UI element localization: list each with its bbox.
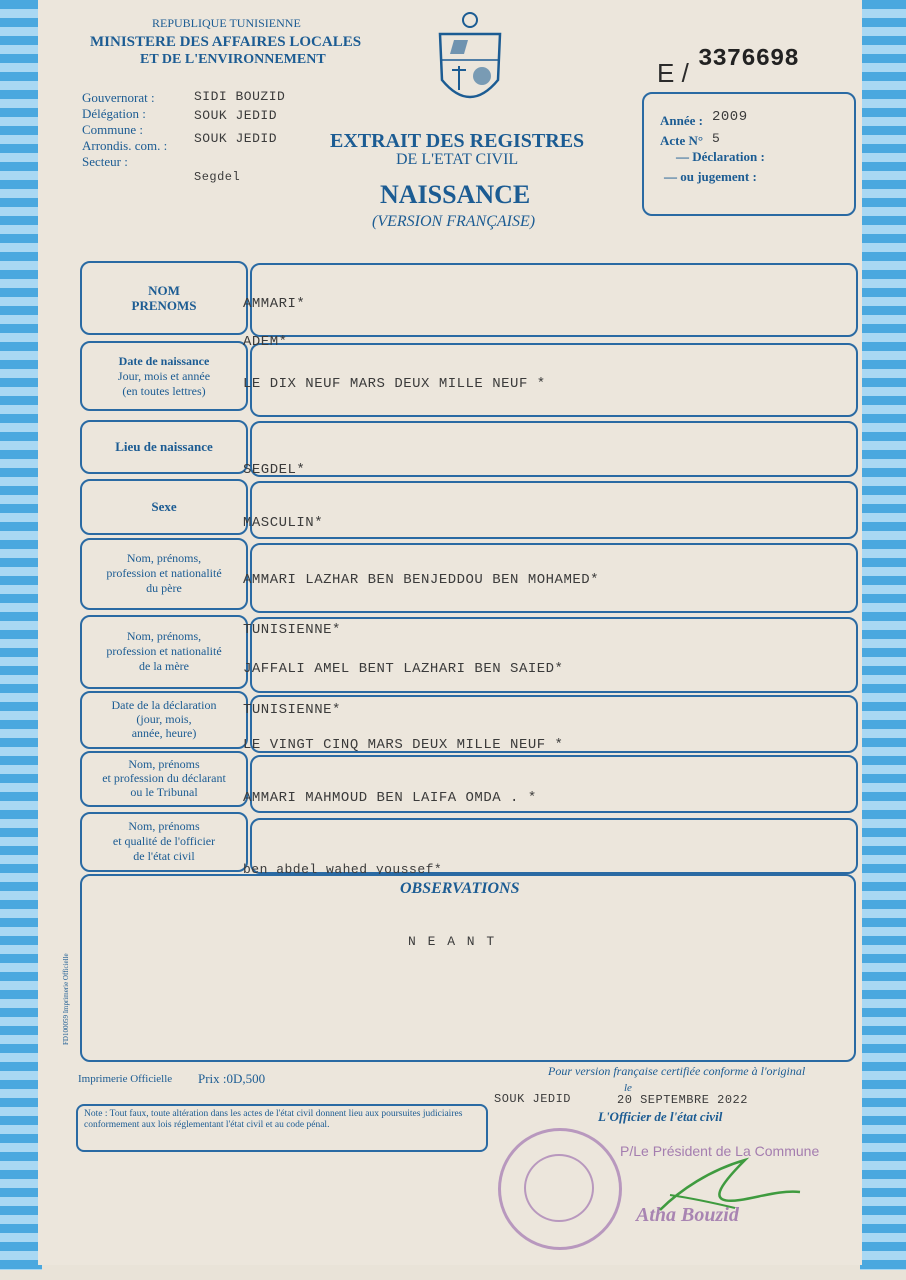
delegation-value: SOUK JEDID — [194, 108, 278, 123]
gouvernorat-value: SIDI BOUZID — [194, 89, 286, 104]
officier-label-3: de l'état civil — [133, 848, 195, 863]
officier-value: ben abdel wahed youssef* — [243, 862, 443, 877]
title-line1: EXTRAIT DES REGISTRES — [330, 130, 585, 152]
certification-text: Pour version française certifiée conforme à l'original — [548, 1064, 806, 1078]
guilloche-border-right — [860, 0, 906, 1270]
pere-value: AMMARI LAZHAR BEN BENJEDDOU BEN MOHAMED* — [243, 572, 600, 588]
lieu-value: SEGDEL* — [243, 462, 306, 478]
signature-icon — [650, 1150, 810, 1230]
declarant-label-2: et profession du déclarant — [102, 771, 226, 785]
nom-label: NOM — [148, 283, 180, 298]
lieu-value-box — [250, 421, 858, 477]
sexe-label-text: Sexe — [151, 498, 177, 514]
commune-label: Commune : — [82, 122, 144, 137]
mere-nationalite: TUNISIENNE* — [243, 702, 341, 718]
acte-value: 5 — [712, 131, 721, 146]
signature-name: Atha Bouzid — [636, 1204, 739, 1226]
mere-value-box — [250, 617, 858, 693]
jugement-label: — ou jugement : — [664, 169, 757, 184]
sexe-value-box — [250, 481, 858, 539]
decl-date-label-2: (jour, mois, — [136, 712, 192, 726]
pere-label-2: profession et nationalité — [106, 565, 222, 580]
dob-label-3: (en toutes lettres) — [122, 383, 206, 398]
pere-label-3: du père — [146, 580, 182, 595]
decl-date-value: LE VINGT CINQ MARS DEUX MILLE NEUF * — [243, 737, 564, 753]
title-main: NAISSANCE — [380, 180, 531, 209]
dob-label-1: Date de naissance — [118, 353, 210, 368]
lieu-label — [82, 422, 246, 470]
secteur-value: Segdel — [194, 170, 241, 184]
official-stamp-inner-icon — [524, 1154, 594, 1222]
arrondis-label: Arrondis. com. : — [82, 138, 168, 153]
prenom-value: ADEM* — [243, 334, 288, 350]
decl-date-label-1: Date de la déclaration — [111, 698, 217, 712]
pere-nationalite: TUNISIENNE* — [243, 622, 341, 638]
observations-title: OBSERVATIONS — [400, 880, 520, 897]
ministry-line1: MINISTERE DES AFFAIRES LOCALES — [90, 34, 362, 50]
pere-label — [82, 540, 246, 606]
declarant-value: AMMARI MAHMOUD BEN LAIFA OMDA . * — [243, 790, 537, 806]
mere-label — [82, 617, 246, 685]
issue-date: 20 SEPTEMBRE 2022 — [617, 1093, 748, 1107]
issue-place: SOUK JEDID — [494, 1092, 572, 1106]
observations-box — [80, 874, 856, 1062]
le-label: le — [624, 1082, 632, 1094]
side-print: FD100059 Imprimerie Officielle — [62, 953, 70, 1045]
observations-value: N E A N T — [408, 934, 497, 949]
nom-value: AMMARI* — [243, 296, 306, 312]
mere-label-3: de la mère — [139, 658, 189, 673]
republic-label: REPUBLIQUE TUNISIENNE — [152, 16, 301, 30]
commune-value: SOUK JEDID — [194, 131, 278, 146]
serial-prefix: E / — [657, 58, 689, 88]
officier-label-2: et qualité de l'officier — [112, 833, 216, 848]
acte-label: Acte N° — [660, 133, 704, 148]
delegation-label: Délégation : — [82, 106, 146, 121]
nom-prenoms-label — [82, 263, 246, 333]
mere-value: JAFFALI AMEL BENT LAZHARI BEN SAIED* — [243, 661, 564, 677]
annee-value: 2009 — [712, 109, 748, 125]
sexe-label — [82, 481, 246, 531]
officier-label-1: Nom, prénoms — [128, 818, 200, 833]
nom-value-box — [250, 263, 858, 337]
dob-label-2: Jour, mois et année — [117, 368, 211, 383]
decl-date-label-3: année, heure) — [131, 726, 197, 740]
dob-value: LE DIX NEUF MARS DEUX MILLE NEUF * — [243, 376, 546, 392]
mere-label-1: Nom, prénoms, — [126, 628, 202, 643]
secteur-label: Secteur : — [82, 154, 128, 169]
declarant-label-1: Nom, prénoms — [128, 757, 200, 771]
guilloche-border-left — [0, 0, 42, 1270]
declarant-label — [82, 752, 246, 804]
imprimerie-label: Imprimerie Officielle — [78, 1073, 173, 1085]
officier-title: L'Officier de l'état civil — [598, 1109, 723, 1124]
annee-label: Année : — [660, 113, 703, 128]
officier-label — [82, 813, 246, 869]
ministry-line2: ET DE L'ENVIRONNEMENT — [140, 52, 326, 67]
admin-labels — [82, 90, 167, 170]
title-line2: DE L'ETAT CIVIL — [396, 151, 519, 168]
lieu-label-text: Lieu de naissance — [115, 438, 213, 454]
title-version: (VERSION FRANÇAISE) — [372, 213, 536, 230]
coat-of-arms-icon — [432, 10, 508, 118]
prix-label: Prix :0D,500 — [198, 1071, 266, 1086]
declaration-label: — Déclaration : — [676, 149, 765, 164]
gouvernorat-label: Gouvernorat : — [82, 90, 155, 105]
serial-number: 3376698 — [698, 46, 799, 73]
sexe-value: MASCULIN* — [243, 515, 324, 531]
pere-label-1: Nom, prénoms, — [126, 550, 202, 565]
dob-label — [82, 343, 246, 409]
prenoms-label: PRENOMS — [131, 298, 197, 313]
mere-label-2: profession et nationalité — [106, 643, 222, 658]
decl-date-label — [82, 692, 246, 746]
declarant-label-3: ou le Tribunal — [130, 785, 198, 799]
legal-note: Note : Tout faux, toute altération dans les actes de l'état civil donnent lieu aux poursuites judiciaires conformement aux lois réglementant l'état civil et au code pénal. — [84, 1109, 463, 1130]
president-stamp-text: P/Le Président de La Commune — [620, 1143, 820, 1159]
